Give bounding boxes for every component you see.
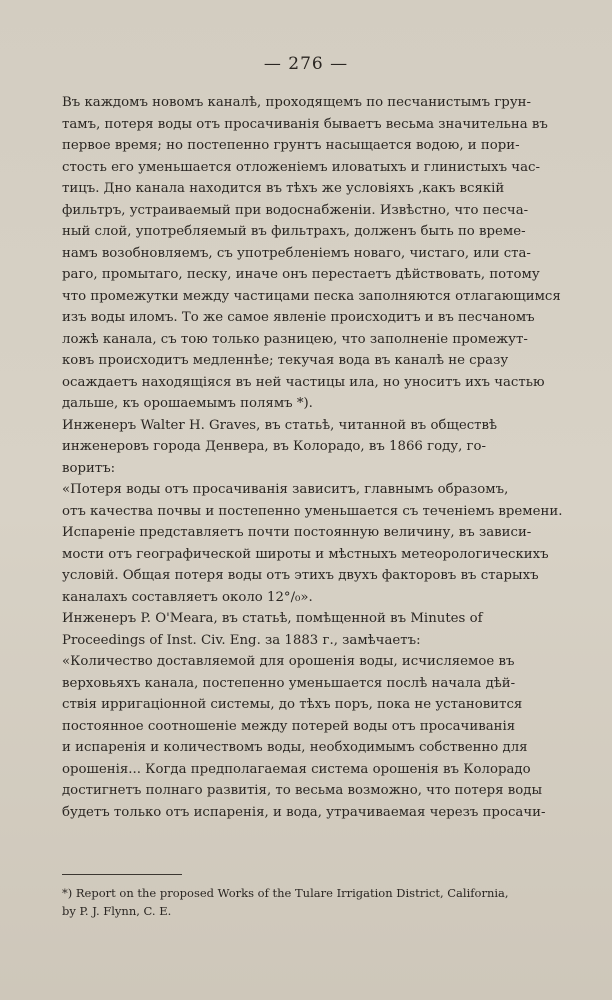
text-line: ный слой, употребляемый въ фильтрахъ, долженъ быть по време- (62, 224, 526, 239)
text-line: Испареніе представляетъ почти постоянную величину, въ завиcи- (62, 525, 532, 540)
text-line: инженеровъ города Денвера, въ Колорадо, въ 1866 году, го- (62, 439, 487, 454)
footnote-divider (62, 874, 182, 875)
paragraph-2 (62, 415, 572, 480)
text-line: ложѣ канала, съ тою только разницею, что заполненіе промежут- (62, 331, 528, 347)
text-line: фильтръ, устраиваемый при водоснабженіи. Извѣстно, что песча- (62, 202, 529, 218)
text-line: «Потеря воды отъ просачиванія зависитъ, главнымъ образомъ, (62, 482, 509, 497)
text-line: тамъ, потеря воды отъ просачиванія бываетъ весьма значительна въ (62, 116, 548, 132)
text-line: верховьяхъ канала, постепенно уменьшается послѣ начала дѣй- (62, 675, 516, 691)
text-line: будетъ только отъ испаренія, и вода, утрачиваемая черезъ просачи- (62, 804, 546, 820)
text-line: постоянное соотношеніе между потерей воды отъ просачиванія (62, 718, 516, 734)
text-line: первое время; но постепенно грунтъ насыщается водою, и пори- (62, 138, 520, 153)
text-line: ковъ происходитъ медленнѣе; текучая вода въ каналѣ не сразу (62, 353, 509, 368)
text-line: осаждаетъ находящіяся въ ней частицы ила, но уноситъ ихъ частью (62, 374, 545, 390)
text-line: дальше, къ орошаемымъ полямъ *). (62, 396, 313, 411)
text-line: каналахъ составляетъ около 12°/₀». (62, 589, 313, 605)
page-number: — 276 — (263, 54, 349, 74)
text-line: Proceedings of Inst. Civ. Eng. за 1883 г., замѣчаетъ: (62, 632, 421, 648)
paragraph-3 (62, 479, 572, 608)
text-line: «Количество доставляемой для орошенія воды, исчисляемое въ (62, 654, 515, 669)
paragraph-4 (62, 608, 572, 651)
body-text (62, 92, 572, 823)
text-line: и испаренія и количествомъ воды, необходимымъ собственно для (62, 740, 528, 755)
text-line: условій. Общая потеря воды отъ этихъ двухъ факторовъ въ старыхъ (62, 568, 539, 583)
paragraph-1 (62, 92, 572, 415)
text-line: что промежутки между частицами песка заполняются отлагающимся (62, 288, 561, 304)
text-line: изъ воды иломъ. То же самое явленіе происходитъ и въ песчаномъ (62, 310, 535, 325)
text-line: воритъ: (62, 460, 116, 476)
text-line: отъ качества почвы и постепенно уменьшается съ теченіемъ времени. (62, 503, 563, 519)
footnote-line: *) Report on the proposed Works of the Tulare Irrigation District, California, (62, 886, 509, 900)
text-line: раго, промытаго, песку, иначе онъ перестаетъ дѣйствовать, потому (62, 267, 540, 282)
text-line: Инженеръ Walter H. Graves, въ статьѣ, читанной въ обществѣ (62, 417, 498, 433)
paragraph-5 (62, 651, 572, 823)
text-line: орошенія... Когда предполагаемая система орошенія въ Колорадо (62, 761, 531, 777)
text-line: мости отъ географической широты и мѣстныхъ метеорологическихъ (62, 546, 549, 562)
text-line: Инженеръ P. O'Meara, въ статьѣ, помѣщенной въ Minutes of (62, 611, 483, 626)
text-line: ствія ирригаціонной системы, до тѣхъ поръ, пока не установится (62, 697, 523, 712)
text-line: стость его уменьшается отложеніемъ иловатыхъ и глинистыхъ час- (62, 159, 540, 175)
footnote-line: by P. J. Flynn, C. E. (62, 904, 172, 918)
text-line: тицъ. Дно канала находится въ тѣхъ же условіяхъ ,какъ всякій (62, 181, 505, 196)
footnote (62, 884, 562, 920)
text-line: достигнетъ полнаго развитія, то весьма возможно, что потеря воды (62, 783, 543, 798)
text-line: Въ каждомъ новомъ каналѣ, проходящемъ по песчанистымъ грун- (62, 95, 531, 110)
text-line: намъ возобновляемъ, съ употребленіемъ новаго, чистаго, или ста- (62, 245, 531, 261)
